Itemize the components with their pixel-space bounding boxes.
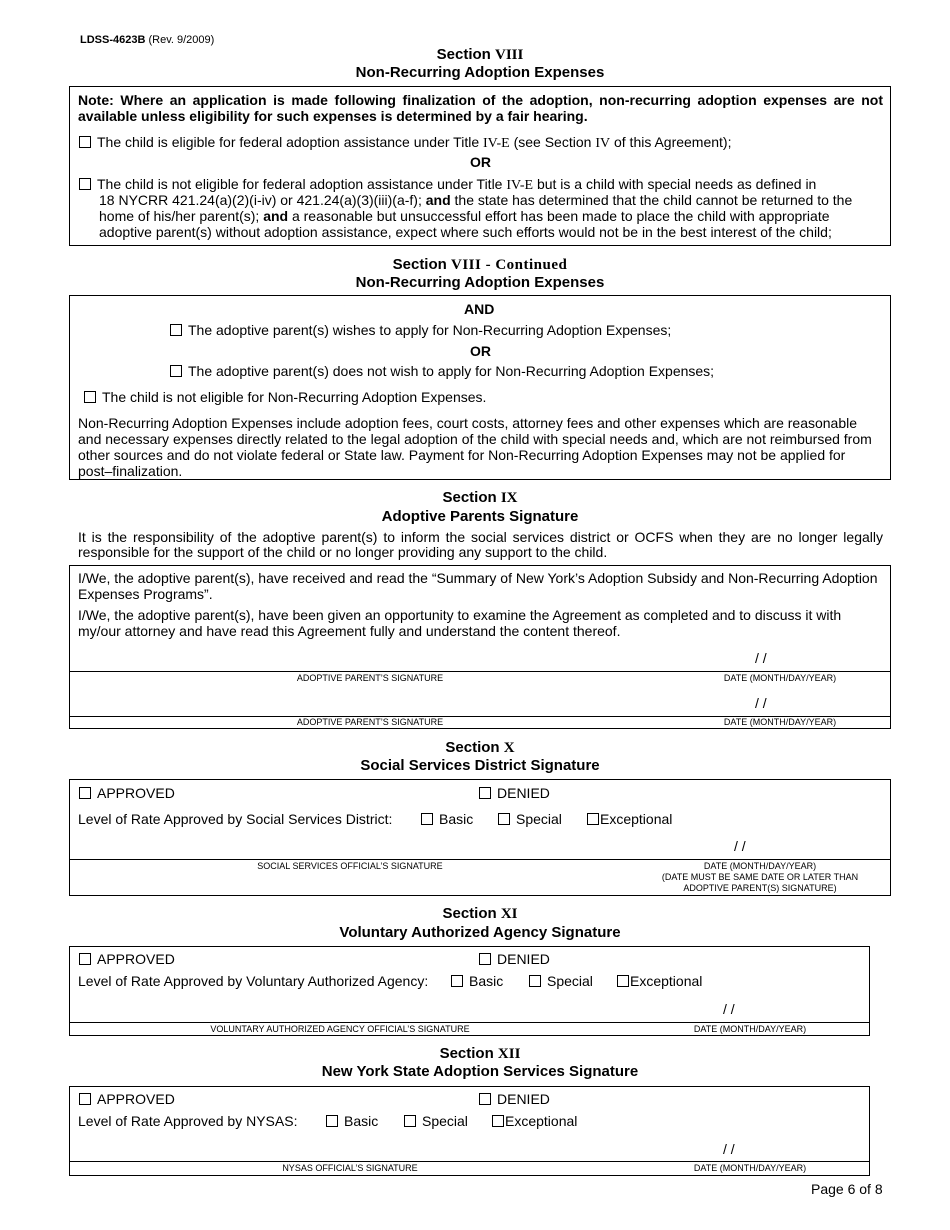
and-label: AND bbox=[464, 301, 495, 317]
vaa-signature-line bbox=[69, 1022, 870, 1023]
federal-eligible-option: The child is eligible for federal adoption assistance under Title IV-E (see Section IV of this Agreement); bbox=[79, 134, 732, 152]
vaa-level-label: Level of Rate Approved by Voluntary Authorized Agency: bbox=[78, 973, 429, 989]
vaa-exceptional-option: Exceptional bbox=[617, 973, 702, 989]
statement-1: I/We, the adoptive parent(s), have received and read the “Summary of New York’s Adoption Subsidy and Non-Recurring Adoption Expenses Programs”. bbox=[78, 570, 878, 602]
vaa-exceptional-checkbox[interactable] bbox=[617, 975, 629, 987]
not-eligible-option: The child is not eligible for Non-Recurring Adoption Expenses. bbox=[84, 389, 486, 405]
expenses-paragraph: Non-Recurring Adoption Expenses include adoption fees, court costs, attorney fees and other expenses which are reasonable and necessary expenses directly related to the legal adoption of the child with special needs and, which are not reimbursed from other sources and do not violate federal or State law. Payment for Non-Recurring Adoption Expenses may not be applied for post–finalization. bbox=[78, 415, 872, 479]
vaa-special-checkbox[interactable] bbox=[529, 975, 541, 987]
nysas-level-label: Level of Rate Approved by NYSAS: bbox=[78, 1113, 298, 1129]
ssd-exceptional-option: Exceptional bbox=[587, 811, 672, 827]
vaa-signature-label: VOLUNTARY AUTHORIZED AGENCY OFFICIAL’S SIGNATURE bbox=[210, 1024, 470, 1034]
not-wish-apply-option: The adoptive parent(s) does not wish to apply for Non-Recurring Adoption Expenses; bbox=[170, 363, 714, 379]
vaa-denied-option: DENIED bbox=[479, 951, 550, 967]
adoptive-parent-signature-label-1: ADOPTIVE PARENT’S SIGNATURE bbox=[296, 673, 444, 683]
ssd-denied-checkbox[interactable] bbox=[479, 787, 491, 799]
ssd-signature-label: SOCIAL SERVICES OFFICIAL’S SIGNATURE bbox=[257, 861, 443, 871]
ssd-basic-checkbox[interactable] bbox=[421, 813, 433, 825]
form-id: LDSS-4623B (Rev. 9/2009) bbox=[80, 34, 215, 46]
date-label-1: DATE (MONTH/DAY/YEAR) bbox=[723, 673, 837, 683]
vaa-denied-checkbox[interactable] bbox=[479, 953, 491, 965]
section-9-title: Section IX bbox=[442, 489, 518, 506]
nysas-approved-option: APPROVED bbox=[79, 1091, 175, 1107]
section-11-subtitle: Voluntary Authorized Agency Signature bbox=[339, 924, 621, 941]
federal-eligible-checkbox[interactable] bbox=[79, 136, 91, 148]
ssd-approved-option: APPROVED bbox=[79, 785, 175, 801]
vaa-basic-checkbox[interactable] bbox=[451, 975, 463, 987]
statement-2: I/We, the adoptive parent(s), have been given an opportunity to examine the Agreement as completed and to discuss it with my/our attorney and have read this Agreement fully and understand the content thereof. bbox=[78, 607, 842, 639]
special-needs-line3: home of his/her parent(s); and a reasonable but unsuccessful effort has been made to place the child with appropriate bbox=[99, 208, 830, 224]
nysas-date-label: DATE (MONTH/DAY/YEAR) bbox=[693, 1163, 807, 1173]
not-eligible-checkbox[interactable] bbox=[84, 391, 96, 403]
nysas-signature-label: NYSAS OFFICIAL’S SIGNATURE bbox=[282, 1163, 418, 1173]
ssd-date-label: DATE (MONTH/DAY/YEAR) bbox=[703, 861, 817, 871]
nysas-denied-checkbox[interactable] bbox=[479, 1093, 491, 1105]
ssd-exceptional-checkbox[interactable] bbox=[587, 813, 599, 825]
ssd-approved-checkbox[interactable] bbox=[79, 787, 91, 799]
page-number: Page 6 of 8 bbox=[811, 1181, 883, 1197]
nysas-denied-option: DENIED bbox=[479, 1091, 550, 1107]
ssd-level-label: Level of Rate Approved by Social Services District: bbox=[78, 811, 393, 827]
fair-hearing-note: Note: Where an application is made following finalization of the adoption, non-recurring adoption expenses are not available unless eligibility for such expenses is determined by a fair hearing. bbox=[78, 92, 883, 124]
section-12-title: Section XII bbox=[439, 1045, 521, 1062]
ssd-special-checkbox[interactable] bbox=[498, 813, 510, 825]
nysas-basic-option: Basic bbox=[326, 1113, 378, 1129]
section-10-subtitle: Social Services District Signature bbox=[360, 757, 600, 774]
ssd-date-note-1: (DATE MUST BE SAME DATE OR LATER THAN bbox=[661, 872, 859, 882]
date-label-2: DATE (MONTH/DAY/YEAR) bbox=[723, 717, 837, 727]
vaa-approved-checkbox[interactable] bbox=[79, 953, 91, 965]
section-8-continued-title: Section VIII - Continued bbox=[392, 256, 568, 273]
responsibility-paragraph: It is the responsibility of the adoptive parent(s) to inform the social services district or OCFS when they are no longer legally responsible for the support of the child or no longer providing any support to the child. bbox=[78, 529, 883, 560]
vaa-date-slashes: / / bbox=[723, 1001, 735, 1017]
signature-line-1 bbox=[69, 671, 891, 672]
nysas-exceptional-checkbox[interactable] bbox=[492, 1115, 504, 1127]
adoptive-parent-signature-label-2: ADOPTIVE PARENT’S SIGNATURE bbox=[296, 717, 444, 727]
ssd-signature-line bbox=[69, 859, 891, 860]
section-11-title: Section XI bbox=[442, 905, 518, 922]
ssd-date-note-2: ADOPTIVE PARENT(S) SIGNATURE) bbox=[683, 883, 837, 893]
ssd-special-option: Special bbox=[498, 811, 562, 827]
vaa-special-option: Special bbox=[529, 973, 593, 989]
nysas-basic-checkbox[interactable] bbox=[326, 1115, 338, 1127]
wish-apply-option: The adoptive parent(s) wishes to apply for Non-Recurring Adoption Expenses; bbox=[170, 322, 671, 338]
vaa-approved-option: APPROVED bbox=[79, 951, 175, 967]
special-needs-option: The child is not eligible for federal adoption assistance under Title IV-E but is a child with special needs as defined in bbox=[79, 176, 816, 194]
nysas-exceptional-option: Exceptional bbox=[492, 1113, 577, 1129]
or-label: OR bbox=[470, 154, 491, 170]
ssd-denied-option: DENIED bbox=[479, 785, 550, 801]
nysas-special-checkbox[interactable] bbox=[404, 1115, 416, 1127]
ssd-date-slashes: / / bbox=[734, 838, 746, 854]
date-slashes-2: / / bbox=[755, 695, 767, 711]
nysas-date-slashes: / / bbox=[723, 1141, 735, 1157]
nysas-special-option: Special bbox=[404, 1113, 468, 1129]
date-slashes-1: / / bbox=[755, 650, 767, 666]
section-12-subtitle: New York State Adoption Services Signature bbox=[321, 1063, 639, 1080]
wish-apply-checkbox[interactable] bbox=[170, 324, 182, 336]
section-8-continued-subtitle: Non-Recurring Adoption Expenses bbox=[355, 274, 605, 291]
not-wish-apply-checkbox[interactable] bbox=[170, 365, 182, 377]
section-8-subtitle: Non-Recurring Adoption Expenses bbox=[355, 64, 605, 81]
nysas-signature-line bbox=[69, 1161, 870, 1162]
vaa-basic-option: Basic bbox=[451, 973, 503, 989]
section-10-title: Section X bbox=[445, 739, 515, 756]
section-9-subtitle: Adoptive Parents Signature bbox=[381, 508, 579, 525]
ssd-basic-option: Basic bbox=[421, 811, 473, 827]
special-needs-line4: adoptive parent(s) without adoption assistance, expect where such efforts would not be in the best interest of the child; bbox=[99, 224, 832, 240]
special-needs-line2: 18 NYCRR 421.24(a)(2)(i-iv) or 421.24(a)(3)(iii)(a-f); and the state has determined that the child cannot be returned to the bbox=[99, 192, 853, 208]
section-8-title: Section VIII bbox=[436, 46, 524, 63]
vaa-date-label: DATE (MONTH/DAY/YEAR) bbox=[693, 1024, 807, 1034]
special-needs-checkbox[interactable] bbox=[79, 178, 91, 190]
or-label-2: OR bbox=[470, 343, 491, 359]
nysas-approved-checkbox[interactable] bbox=[79, 1093, 91, 1105]
